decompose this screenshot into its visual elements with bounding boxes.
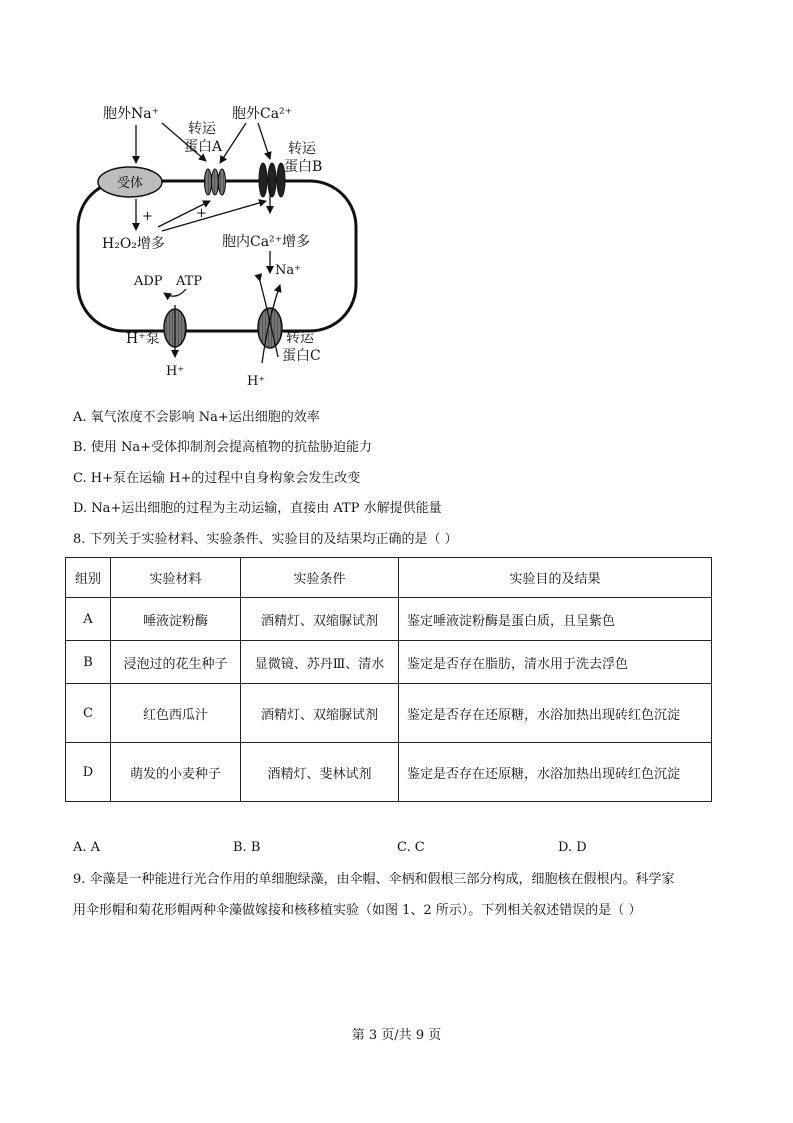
label-transporter-b-2: 蛋白B <box>284 159 323 175</box>
table-cell: 红色西瓜汁 <box>111 684 241 743</box>
table-cell: 鉴定是否存在脂肪，清水用于洗去浮色 <box>399 641 712 684</box>
table-cell: 萌发的小麦种子 <box>111 743 241 802</box>
label-adp: ADP <box>134 274 163 289</box>
q7-option-a: A. 氧气浓度不会影响 Na+运出细胞的效率 <box>73 410 320 425</box>
label-transporter-c-1: 转运 <box>286 330 314 346</box>
label-transporter-b-1: 转运 <box>288 141 316 157</box>
label-h-bottom-1: H⁺ <box>166 364 185 379</box>
q9-line-1: 9. 伞藻是一种能进行光合作用的单细胞绿藻，由伞帽、伞柄和假根三部分构成，细胞核在假根内。科学家 <box>73 872 675 887</box>
label-ca-in: 胞内Ca²⁺增多 <box>222 234 311 250</box>
table-cell: 酒精灯、双缩脲试剂 <box>241 684 399 743</box>
q8-stem: 8. 下列关于实验材料、实验条件、实验目的及结果均正确的是（ ） <box>73 532 458 547</box>
label-atp: ATP <box>176 274 203 289</box>
cell-diagram <box>70 95 370 390</box>
table-header: 实验目的及结果 <box>399 558 712 598</box>
table-cell: C <box>66 684 111 743</box>
label-na-out: 胞外Na⁺ <box>103 106 159 122</box>
table-header: 实验条件 <box>241 558 399 598</box>
table-header: 实验材料 <box>111 558 241 598</box>
q7-option-b: B. 使用 Na+受体抑制剂会提高植物的抗盐胁迫能力 <box>73 440 372 455</box>
q8-answer-d: D. D <box>558 840 587 855</box>
table-cell: 鉴定是否存在还原糖，水浴加热出现砖红色沉淀 <box>399 684 712 743</box>
table-cell: 鉴定是否存在还原糖，水浴加热出现砖红色沉淀 <box>399 743 712 802</box>
table-cell: B <box>66 641 111 684</box>
table-row <box>66 743 712 802</box>
label-h-bottom-2: H⁺ <box>247 374 266 389</box>
q8-answer-a: A. A <box>73 840 101 855</box>
cell-membrane-outer <box>78 181 356 331</box>
label-na-in: Na⁺ <box>275 263 301 278</box>
table-header-row <box>66 558 712 598</box>
q7-option-d: D. Na+运出细胞的过程为主动运输，直接由 ATP 水解提供能量 <box>73 501 442 516</box>
table-cell: 酒精灯、双缩脲试剂 <box>241 598 399 641</box>
label-plus-2: + <box>196 206 207 221</box>
table-cell: 酒精灯、斐林试剂 <box>241 743 399 802</box>
label-h-pump: H⁺泵 <box>126 331 160 347</box>
table-header: 组别 <box>66 558 111 598</box>
transporter-b <box>259 163 285 197</box>
table-row <box>66 598 712 641</box>
table-cell: 浸泡过的花生种子 <box>111 641 241 684</box>
label-transporter-a-2: 蛋白A <box>184 139 223 155</box>
page-footer: 第 3 页/共 9 页 <box>351 1028 442 1043</box>
receptor-label: 受体 <box>116 176 144 191</box>
table-row <box>66 641 712 684</box>
q7-option-c: C. H+泵在运输 H+的过程中自身构象会发生改变 <box>73 471 361 486</box>
label-h2o2: H₂O₂增多 <box>102 236 165 252</box>
experiment-table <box>65 557 712 802</box>
label-ca-out: 胞外Ca²⁺ <box>232 106 293 122</box>
q8-answer-c: C. C <box>397 840 425 855</box>
transporter-c-shape <box>258 308 282 348</box>
table-cell: A <box>66 598 111 641</box>
q9-line-2: 用伞形帽和菊花形帽两种伞藻做嫁接和核移植实验（如图 1、2 所示）。下列相关叙述错误的是（ ） <box>73 903 642 918</box>
label-transporter-a-1: 转运 <box>188 121 216 137</box>
table-cell: 显微镜、苏丹Ⅲ、清水 <box>241 641 399 684</box>
label-transporter-c-2: 蛋白C <box>282 348 321 364</box>
table-row <box>66 684 712 743</box>
table-cell: 鉴定唾液淀粉酶是蛋白质，且呈紫色 <box>399 598 712 641</box>
table-cell: D <box>66 743 111 802</box>
transporter-a <box>205 169 226 195</box>
q8-answer-b: B. B <box>233 840 261 855</box>
label-plus-1: + <box>142 209 153 224</box>
table-cell: 唾液淀粉酶 <box>111 598 241 641</box>
